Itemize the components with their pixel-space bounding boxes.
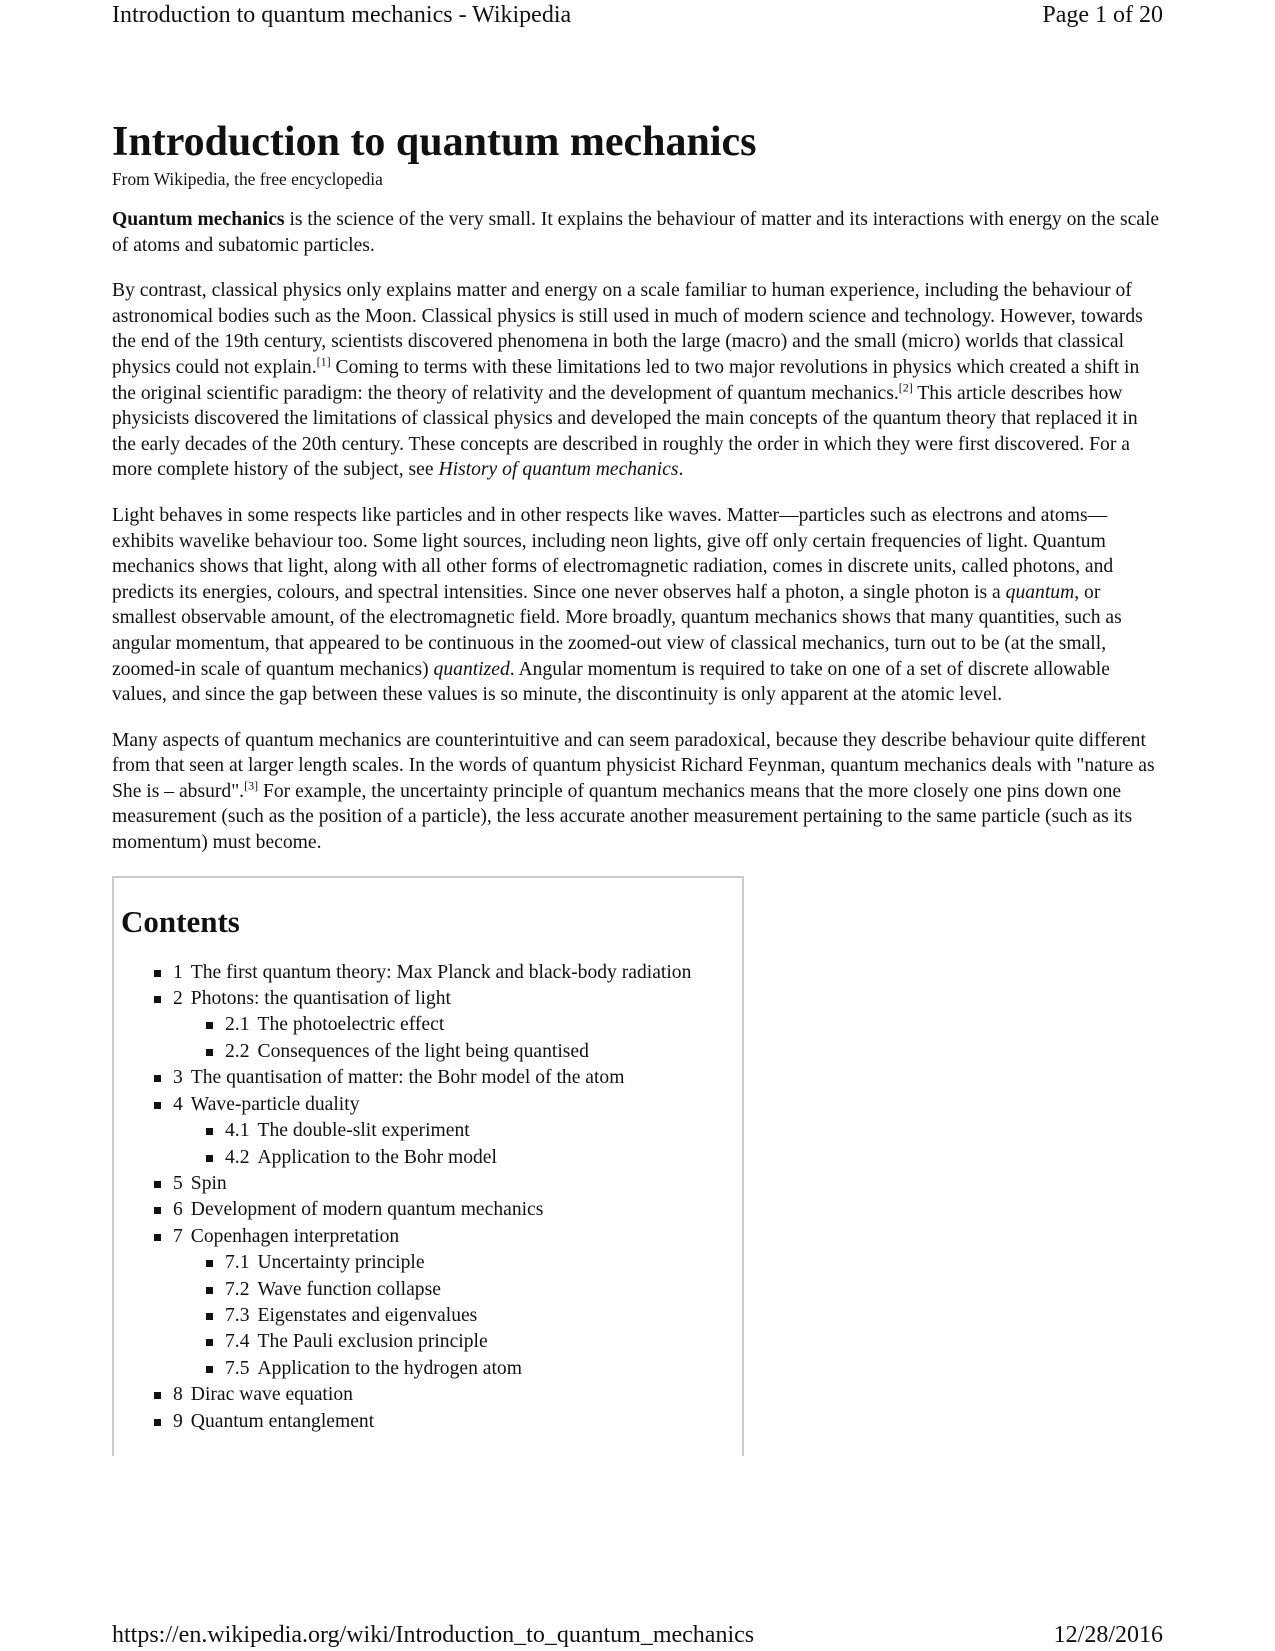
text-span: For example, the uncertainty principle of quantum mechanics means that the more closely one pins down one measurement (such as the position of a particle), the less accurate another measurement pertaining to the same particle (such as its momentum) must become. xyxy=(112,780,1133,854)
page-subtitle: From Wikipedia, the free encyclopedia xyxy=(112,169,383,189)
toc-label: Application to the Bohr model xyxy=(257,1146,497,1168)
toc-item[interactable] xyxy=(121,1118,742,1144)
toc-number: 7.5 xyxy=(225,1357,250,1379)
toc-label: The Pauli exclusion principle xyxy=(257,1331,488,1353)
bullet-icon xyxy=(154,1207,161,1214)
toc-item[interactable] xyxy=(121,1329,742,1355)
toc-list xyxy=(121,960,742,1435)
bullet-icon xyxy=(206,1313,213,1320)
bullet-icon xyxy=(206,1287,213,1294)
toc-number: 2 xyxy=(173,988,183,1010)
toc-item[interactable] xyxy=(121,1145,742,1171)
toc-number: 7.1 xyxy=(225,1252,250,1274)
toc-item[interactable] xyxy=(121,1171,742,1197)
toc-number: 9 xyxy=(173,1410,183,1432)
bullet-icon xyxy=(206,1128,213,1135)
toc-item[interactable] xyxy=(121,1409,742,1435)
toc-item[interactable] xyxy=(121,960,742,986)
toc-number: 7.3 xyxy=(225,1304,250,1326)
emphasis-quantized: quantized xyxy=(433,658,510,680)
toc-number: 7.2 xyxy=(225,1278,250,1300)
bullet-icon xyxy=(206,1049,213,1056)
toc-item[interactable] xyxy=(121,1250,742,1276)
toc-number: 6 xyxy=(173,1199,183,1221)
text-span: is the science of the very small. It explains the behaviour of matter and its interactions with energy on the scale of atoms and subatomic particles. xyxy=(112,209,1160,256)
toc-label: The first quantum theory: Max Planck and black-body radiation xyxy=(190,961,692,983)
toc-label: The photoelectric effect xyxy=(257,1014,445,1036)
toc-item[interactable] xyxy=(121,1224,742,1250)
text-span: Coming to terms with these limitations led to two major revolutions in physics which created a shift in the original scientific paradigm: the theory of relativity and the development of quantum mechanics. xyxy=(112,356,1140,404)
text-span: . Angular momentum is required to take on one of a set of discrete allowable values, and since the gap between these values is so minute, the discontinuity is only apparent at the atomic level. xyxy=(112,658,1110,706)
toc-number: 4.2 xyxy=(225,1146,250,1168)
toc-label: Wave function collapse xyxy=(257,1278,441,1300)
text-span: . xyxy=(678,459,684,481)
citation-link-2[interactable]: [2] xyxy=(898,380,913,395)
toc-number: 2.1 xyxy=(225,1014,250,1036)
intro-paragraph-3 xyxy=(112,503,1164,708)
text-span: By contrast, classical physics only explains matter and energy on a scale familiar to human experience, including the behaviour of astronomical bodies such as the Moon. Classical physics is still used in much of modern science and technology. However, towards the end of the 19th century, scientists discovered phenomena in both the large (macro) and the small (micro) worlds that classical physics could not explain. xyxy=(112,280,1143,378)
toc-label: The quantisation of matter: the Bohr model of the atom xyxy=(190,1067,625,1089)
print-header-page: Page 1 of 20 xyxy=(1042,2,1163,28)
toc-label: Photons: the quantisation of light xyxy=(190,988,451,1010)
toc-label: Eigenstates and eigenvalues xyxy=(257,1304,478,1326)
toc-label: Development of modern quantum mechanics xyxy=(190,1199,544,1221)
text-span: Many aspects of quantum mechanics are counterintuitive and can seem paradoxical, because they describe behaviour quite different from that seen at larger length scales. In the words of quantum physicist Richard Feynman, quantum mechanics deals with "nature as She is – absurd". xyxy=(112,729,1155,802)
bullet-icon xyxy=(206,1155,213,1162)
bullet-icon xyxy=(206,1022,213,1029)
intro-paragraph-2 xyxy=(112,278,1164,483)
toc-label: Dirac wave equation xyxy=(190,1384,353,1406)
bullet-icon xyxy=(206,1260,213,1267)
toc-item[interactable] xyxy=(121,1039,742,1065)
text-span: This article describes how physicists discovered the limitations of classical physics and developed the main concepts of the quantum theory that replaced it in the early decades of the 20th century. These concepts are described in roughly the order in which they were first discovered. For a more complete history of the subject, see xyxy=(112,382,1138,481)
toc-label: Spin xyxy=(190,1172,227,1194)
text-span: , or smallest observable amount, of the electromagnetic field. More broadly, quantum mechanics shows that many quantities, such as angular momentum, that appeared to be continuous in the zoomed-out view of classical mechanics, turn out to be (at the small, zoomed-in scale of quantum mechanics) xyxy=(112,581,1122,680)
bullet-icon xyxy=(154,1102,161,1109)
bullet-icon xyxy=(154,996,161,1003)
toc-label: Uncertainty principle xyxy=(257,1252,425,1274)
article-content xyxy=(112,116,1164,1456)
toc-number: 2.2 xyxy=(225,1040,250,1062)
toc-item[interactable] xyxy=(121,1303,742,1329)
bullet-icon xyxy=(206,1366,213,1373)
intro-paragraph-1 xyxy=(112,207,1164,258)
emphasis-quantum: quantum xyxy=(1005,581,1075,603)
bullet-icon xyxy=(154,1181,161,1188)
toc-label: Copenhagen interpretation xyxy=(190,1225,400,1247)
toc-item[interactable] xyxy=(121,1065,742,1091)
toc-item[interactable] xyxy=(121,1197,742,1223)
toc-label: The double-slit experiment xyxy=(257,1120,470,1142)
print-footer-date: 12/28/2016 xyxy=(1053,1622,1163,1648)
toc-label: Consequences of the light being quantised xyxy=(257,1040,589,1062)
bullet-icon xyxy=(154,1234,161,1241)
toc-number: 8 xyxy=(173,1384,183,1406)
history-link[interactable]: History of quantum mechanics xyxy=(438,459,679,481)
toc-item[interactable] xyxy=(121,986,742,1012)
toc-number: 4 xyxy=(173,1093,183,1115)
toc-number: 4.1 xyxy=(225,1120,250,1142)
toc-label: Quantum entanglement xyxy=(190,1410,375,1432)
print-header-title: Introduction to quantum mechanics - Wikipedia xyxy=(112,2,572,28)
page-title: Introduction to quantum mechanics xyxy=(112,119,757,165)
intro-paragraph-4 xyxy=(112,728,1164,856)
bullet-icon xyxy=(154,1392,161,1399)
toc-item[interactable] xyxy=(121,1277,742,1303)
toc-item[interactable] xyxy=(121,1356,742,1382)
print-footer-url: https://en.wikipedia.org/wiki/Introduction_to_quantum_mechanics xyxy=(112,1622,755,1648)
toc-title: Contents xyxy=(121,903,240,939)
toc-number: 3 xyxy=(173,1067,183,1089)
toc-number: 5 xyxy=(173,1172,183,1194)
citation-link-1[interactable]: [1] xyxy=(316,354,331,369)
toc-label: Wave-particle duality xyxy=(190,1093,360,1115)
table-of-contents xyxy=(112,876,744,1456)
bullet-icon xyxy=(154,1419,161,1426)
bullet-icon xyxy=(154,1075,161,1082)
text-span: Light behaves in some respects like particles and in other respects like waves. Matter—particles such as electrons and atoms—exhibits wavelike behaviour too. Some light sources, including neon lights, give off only certain frequencies of light. Quantum mechanics shows that light, along with all other forms of electromagnetic radiation, comes in discrete units, called photons, and predicts its energies, colours, and spectral intensities. Since one never observes half a photon, a single photon is a xyxy=(112,504,1114,603)
bullet-icon xyxy=(206,1339,213,1346)
bullet-icon xyxy=(154,970,161,977)
toc-number: 7 xyxy=(173,1225,183,1247)
toc-number: 1 xyxy=(173,961,183,983)
toc-item[interactable] xyxy=(121,1092,742,1118)
bold-term: Quantum mechanics xyxy=(112,209,285,230)
toc-item[interactable] xyxy=(121,1382,742,1408)
toc-number: 7.4 xyxy=(225,1331,250,1353)
toc-item[interactable] xyxy=(121,1012,742,1038)
citation-link-3[interactable]: [3] xyxy=(244,778,259,793)
toc-label: Application to the hydrogen atom xyxy=(257,1357,522,1379)
